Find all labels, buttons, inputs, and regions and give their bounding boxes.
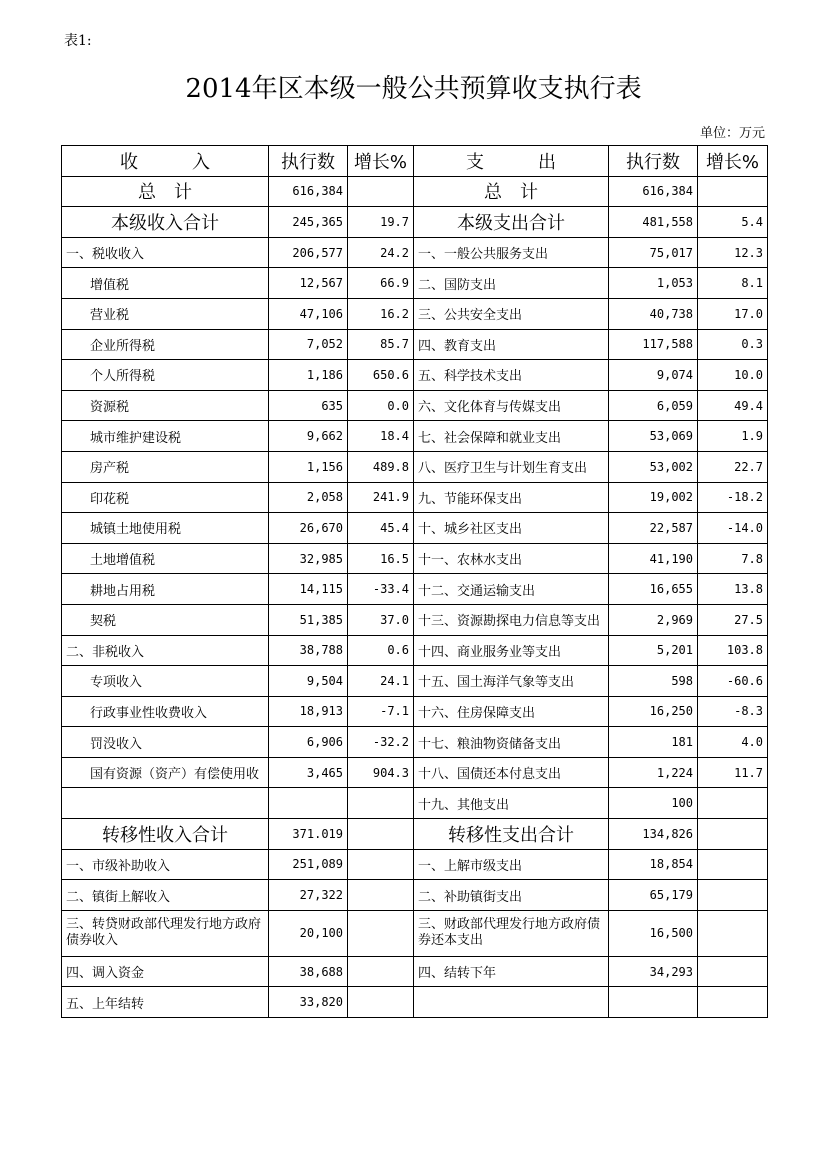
table-row bbox=[62, 819, 768, 850]
income-label: 营业税 bbox=[62, 298, 269, 329]
income-growth: -7.1 bbox=[348, 696, 414, 727]
expense-value: 1,053 bbox=[609, 268, 698, 299]
expense-label: 七、社会保障和就业支出 bbox=[414, 421, 609, 452]
income-label: 五、上年结转 bbox=[62, 987, 269, 1018]
expense-growth: 7.8 bbox=[698, 543, 768, 574]
income-growth: 241.9 bbox=[348, 482, 414, 513]
income-value: 27,322 bbox=[269, 880, 348, 911]
income-value: 12,567 bbox=[269, 268, 348, 299]
table-row bbox=[62, 268, 768, 299]
table-row bbox=[62, 727, 768, 758]
income-label: 本级收入合计 bbox=[62, 207, 269, 238]
expense-label: 六、文化体育与传媒支出 bbox=[414, 390, 609, 421]
expense-value: 41,190 bbox=[609, 543, 698, 574]
income-growth bbox=[348, 788, 414, 819]
expense-label: 四、结转下年 bbox=[414, 956, 609, 987]
expense-growth: 8.1 bbox=[698, 268, 768, 299]
expense-growth: 0.3 bbox=[698, 329, 768, 360]
income-label: 总 计 bbox=[62, 176, 269, 207]
income-growth: -33.4 bbox=[348, 574, 414, 605]
expense-growth bbox=[698, 880, 768, 911]
expense-growth: 10.0 bbox=[698, 360, 768, 391]
expense-value: 2,969 bbox=[609, 604, 698, 635]
income-label: 房产税 bbox=[62, 451, 269, 482]
income-value: 18,913 bbox=[269, 696, 348, 727]
income-value: 3,465 bbox=[269, 757, 348, 788]
income-value: 635 bbox=[269, 390, 348, 421]
income-value: 251,089 bbox=[269, 849, 348, 880]
income-label bbox=[62, 788, 269, 819]
expense-value: 117,588 bbox=[609, 329, 698, 360]
income-label: 罚没收入 bbox=[62, 727, 269, 758]
income-growth bbox=[348, 880, 414, 911]
income-growth bbox=[348, 849, 414, 880]
expense-value: 5,201 bbox=[609, 635, 698, 666]
expense-label: 四、教育支出 bbox=[414, 329, 609, 360]
header-income-value: 执行数 bbox=[269, 146, 348, 177]
expense-value: 16,655 bbox=[609, 574, 698, 605]
income-growth: 0.6 bbox=[348, 635, 414, 666]
expense-growth: -8.3 bbox=[698, 696, 768, 727]
income-growth bbox=[348, 910, 414, 956]
table-row bbox=[62, 543, 768, 574]
table-row bbox=[62, 849, 768, 880]
income-growth: 24.2 bbox=[348, 237, 414, 268]
expense-value: 16,250 bbox=[609, 696, 698, 727]
expense-growth bbox=[698, 987, 768, 1018]
income-value: 47,106 bbox=[269, 298, 348, 329]
expense-label: 一、上解市级支出 bbox=[414, 849, 609, 880]
page-title: 2014年区本级一般公共预算收支执行表 bbox=[185, 74, 642, 104]
expense-growth: 22.7 bbox=[698, 451, 768, 482]
expense-growth: -18.2 bbox=[698, 482, 768, 513]
header-expense-growth: 增长% bbox=[698, 146, 768, 177]
income-value: 7,052 bbox=[269, 329, 348, 360]
expense-value: 53,002 bbox=[609, 451, 698, 482]
expense-value: 22,587 bbox=[609, 513, 698, 544]
income-label: 一、税收收入 bbox=[62, 237, 269, 268]
expense-label: 转移性支出合计 bbox=[414, 819, 609, 850]
expense-growth: -60.6 bbox=[698, 666, 768, 697]
income-label: 增值税 bbox=[62, 268, 269, 299]
income-label: 资源税 bbox=[62, 390, 269, 421]
expense-label: 十九、其他支出 bbox=[414, 788, 609, 819]
income-growth: 16.5 bbox=[348, 543, 414, 574]
expense-growth bbox=[698, 849, 768, 880]
income-label: 土地增值税 bbox=[62, 543, 269, 574]
expense-growth bbox=[698, 819, 768, 850]
expense-label: 十二、交通运输支出 bbox=[414, 574, 609, 605]
expense-value bbox=[609, 987, 698, 1018]
expense-label: 三、财政部代理发行地方政府债券还本支出 bbox=[414, 910, 609, 956]
expense-label: 总 计 bbox=[414, 176, 609, 207]
table-row bbox=[62, 696, 768, 727]
table-row bbox=[62, 421, 768, 452]
expense-label: 十四、商业服务业等支出 bbox=[414, 635, 609, 666]
table-row bbox=[62, 390, 768, 421]
income-value: 6,906 bbox=[269, 727, 348, 758]
expense-label bbox=[414, 987, 609, 1018]
income-value: 1,156 bbox=[269, 451, 348, 482]
table-row bbox=[62, 451, 768, 482]
income-growth: 66.9 bbox=[348, 268, 414, 299]
income-growth: 19.7 bbox=[348, 207, 414, 238]
income-growth: 16.2 bbox=[348, 298, 414, 329]
expense-value: 34,293 bbox=[609, 956, 698, 987]
expense-value: 16,500 bbox=[609, 910, 698, 956]
expense-value: 75,017 bbox=[609, 237, 698, 268]
income-value: 26,670 bbox=[269, 513, 348, 544]
income-label: 行政事业性收费收入 bbox=[62, 696, 269, 727]
expense-value: 18,854 bbox=[609, 849, 698, 880]
expense-growth: 1.9 bbox=[698, 421, 768, 452]
expense-label: 九、节能环保支出 bbox=[414, 482, 609, 513]
income-label: 四、调入资金 bbox=[62, 956, 269, 987]
income-label: 印花税 bbox=[62, 482, 269, 513]
table-row bbox=[62, 482, 768, 513]
income-value: 2,058 bbox=[269, 482, 348, 513]
expense-value: 65,179 bbox=[609, 880, 698, 911]
table-row bbox=[62, 788, 768, 819]
table-row bbox=[62, 666, 768, 697]
table-row bbox=[62, 329, 768, 360]
income-growth: 904.3 bbox=[348, 757, 414, 788]
table-row bbox=[62, 910, 768, 956]
expense-growth bbox=[698, 910, 768, 956]
income-value: 38,788 bbox=[269, 635, 348, 666]
income-growth bbox=[348, 987, 414, 1018]
table-header-row bbox=[62, 146, 768, 177]
expense-value: 481,558 bbox=[609, 207, 698, 238]
income-label: 一、市级补助收入 bbox=[62, 849, 269, 880]
expense-growth bbox=[698, 176, 768, 207]
income-growth: 0.0 bbox=[348, 390, 414, 421]
income-label: 三、转贷财政部代理发行地方政府债券收入 bbox=[62, 910, 269, 956]
income-value: 245,365 bbox=[269, 207, 348, 238]
table-row bbox=[62, 880, 768, 911]
expense-label: 二、补助镇街支出 bbox=[414, 880, 609, 911]
header-income: 收 入 bbox=[62, 146, 269, 177]
table-row bbox=[62, 956, 768, 987]
header-expense: 支 出 bbox=[414, 146, 609, 177]
income-value: 32,985 bbox=[269, 543, 348, 574]
expense-value: 100 bbox=[609, 788, 698, 819]
expense-growth: -14.0 bbox=[698, 513, 768, 544]
expense-label: 一、一般公共服务支出 bbox=[414, 237, 609, 268]
expense-value: 134,826 bbox=[609, 819, 698, 850]
income-growth: 650.6 bbox=[348, 360, 414, 391]
table-row bbox=[62, 604, 768, 635]
expense-label: 十七、粮油物资储备支出 bbox=[414, 727, 609, 758]
income-value: 20,100 bbox=[269, 910, 348, 956]
expense-value: 19,002 bbox=[609, 482, 698, 513]
expense-label: 五、科学技术支出 bbox=[414, 360, 609, 391]
expense-growth: 103.8 bbox=[698, 635, 768, 666]
expense-label: 十一、农林水支出 bbox=[414, 543, 609, 574]
income-label: 个人所得税 bbox=[62, 360, 269, 391]
expense-label: 十六、住房保障支出 bbox=[414, 696, 609, 727]
income-growth: 37.0 bbox=[348, 604, 414, 635]
income-growth bbox=[348, 176, 414, 207]
income-label: 转移性收入合计 bbox=[62, 819, 269, 850]
expense-value: 53,069 bbox=[609, 421, 698, 452]
expense-growth: 27.5 bbox=[698, 604, 768, 635]
header-income-growth: 增长% bbox=[348, 146, 414, 177]
expense-value: 598 bbox=[609, 666, 698, 697]
income-value: 206,577 bbox=[269, 237, 348, 268]
table-row bbox=[62, 360, 768, 391]
expense-label: 十五、国土海洋气象等支出 bbox=[414, 666, 609, 697]
income-label: 契税 bbox=[62, 604, 269, 635]
expense-label: 三、公共安全支出 bbox=[414, 298, 609, 329]
table-row bbox=[62, 987, 768, 1018]
income-value bbox=[269, 788, 348, 819]
expense-growth bbox=[698, 956, 768, 987]
income-value: 51,385 bbox=[269, 604, 348, 635]
income-label: 耕地占用税 bbox=[62, 574, 269, 605]
income-growth bbox=[348, 956, 414, 987]
income-value: 33,820 bbox=[269, 987, 348, 1018]
income-value: 616,384 bbox=[269, 176, 348, 207]
income-value: 1,186 bbox=[269, 360, 348, 391]
expense-label: 二、国防支出 bbox=[414, 268, 609, 299]
income-growth: -32.2 bbox=[348, 727, 414, 758]
expense-value: 6,059 bbox=[609, 390, 698, 421]
expense-label: 本级支出合计 bbox=[414, 207, 609, 238]
expense-label: 十、城乡社区支出 bbox=[414, 513, 609, 544]
income-label: 城镇土地使用税 bbox=[62, 513, 269, 544]
income-growth bbox=[348, 819, 414, 850]
table-row bbox=[62, 757, 768, 788]
income-growth: 489.8 bbox=[348, 451, 414, 482]
expense-value: 1,224 bbox=[609, 757, 698, 788]
expense-value: 616,384 bbox=[609, 176, 698, 207]
expense-growth: 5.4 bbox=[698, 207, 768, 238]
expense-label: 十八、国债还本付息支出 bbox=[414, 757, 609, 788]
income-growth: 24.1 bbox=[348, 666, 414, 697]
table-row bbox=[62, 574, 768, 605]
table-row bbox=[62, 237, 768, 268]
expense-value: 40,738 bbox=[609, 298, 698, 329]
expense-growth: 17.0 bbox=[698, 298, 768, 329]
income-value: 38,688 bbox=[269, 956, 348, 987]
income-label: 企业所得税 bbox=[62, 329, 269, 360]
budget-table bbox=[61, 145, 768, 1018]
income-growth: 45.4 bbox=[348, 513, 414, 544]
expense-growth: 12.3 bbox=[698, 237, 768, 268]
table-row bbox=[62, 298, 768, 329]
income-growth: 85.7 bbox=[348, 329, 414, 360]
income-label: 专项收入 bbox=[62, 666, 269, 697]
unit-label: 单位：万元 bbox=[699, 126, 765, 141]
table-row bbox=[62, 513, 768, 544]
income-value: 14,115 bbox=[269, 574, 348, 605]
expense-value: 9,074 bbox=[609, 360, 698, 391]
expense-growth: 11.7 bbox=[698, 757, 768, 788]
income-label: 国有资源（资产）有偿使用收 bbox=[62, 757, 269, 788]
income-label: 城市维护建设税 bbox=[62, 421, 269, 452]
income-value: 371.019 bbox=[269, 819, 348, 850]
table-row bbox=[62, 635, 768, 666]
expense-growth: 4.0 bbox=[698, 727, 768, 758]
income-value: 9,662 bbox=[269, 421, 348, 452]
table-row bbox=[62, 176, 768, 207]
header-expense-value: 执行数 bbox=[609, 146, 698, 177]
income-label: 二、镇街上解收入 bbox=[62, 880, 269, 911]
expense-label: 十三、资源勘探电力信息等支出 bbox=[414, 604, 609, 635]
expense-growth: 49.4 bbox=[698, 390, 768, 421]
expense-label: 八、医疗卫生与计划生育支出 bbox=[414, 451, 609, 482]
income-label: 二、非税收入 bbox=[62, 635, 269, 666]
income-value: 9,504 bbox=[269, 666, 348, 697]
expense-growth bbox=[698, 788, 768, 819]
expense-growth: 13.8 bbox=[698, 574, 768, 605]
table-label: 表1: bbox=[64, 33, 92, 49]
expense-value: 181 bbox=[609, 727, 698, 758]
income-growth: 18.4 bbox=[348, 421, 414, 452]
table-row bbox=[62, 207, 768, 238]
